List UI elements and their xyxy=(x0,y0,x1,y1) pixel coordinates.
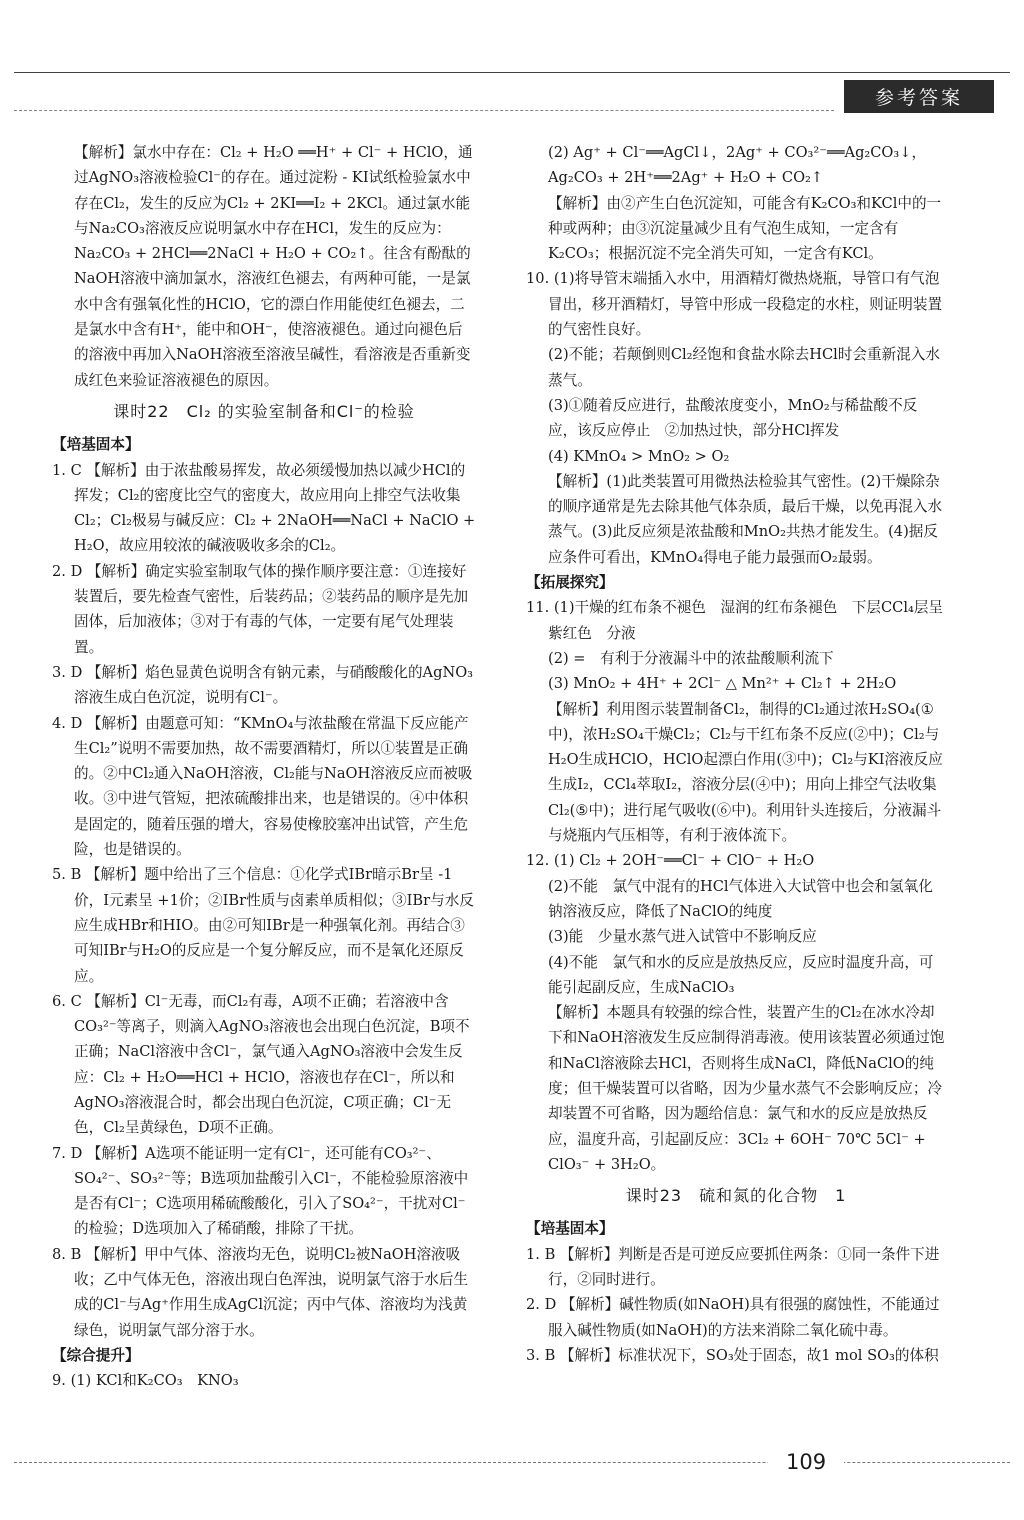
footer-rule xyxy=(14,1462,1010,1463)
answer-paragraph: 【解析】氯水中存在：Cl₂ + H₂O ══H⁺ + Cl⁻ + HClO，通过AgNO₃溶液检验Cl⁻的存在。通过淀粉 - KI试纸检验氯水中存在Cl₂，发生的反应为Cl₂ + 2KI══I₂ + 2KCl。通过氯水能与Na₂CO₃溶液反应说明氯水中存在HCl，发生的反应为：Na₂CO₃ + 2HCl══2NaCl + H₂O + CO₂↑。往含有酚酞的NaOH溶液中滴加氯水，溶液红色褪去，有两种可能，一是氯水中含有强氧化性的HClO，它的漂白作用能使红色褪去，二是氯水中含有H⁺，能中和OH⁻，使溶液褪色。通过向褪色后的溶液中再加入NaOH溶液至溶液呈碱性，看溶液是否重新变成红色来验证溶液褪色的原因。 xyxy=(74,144,473,389)
answer-paragraph: 11. (1)干燥的红布条不褪色 湿润的红布条褪色 下层CCl₄层呈紫红色 分液 xyxy=(526,599,944,642)
answer-paragraph: 【解析】由②产生白色沉淀知，可能含有K₂CO₃和KCl中的一种或两种；由③沉淀量减少且有气泡生成知，一定含有K₂CO₃；根据沉淀不完全消失可知，一定含有KCl。 xyxy=(548,194,942,263)
section-heading: 【拓展探究】 xyxy=(526,574,614,592)
answer-paragraph: (2)不能 氯气中混有的HCl气体进入大试管中也会和氢氧化钠溶液反应，降低了NaClO的纯度 xyxy=(548,877,933,920)
right-column xyxy=(526,140,946,1368)
answer-paragraph: 【解析】本题具有较强的综合性，装置产生的Cl₂在冰水冷却下和NaOH溶液发生反应制得消毒液。使用该装置必须通过饱和NaCl溶液除去HCl，否则将生成NaCl，降低NaClO的纯度；但干燥装置可以省略，因为少量水蒸气不会影响反应；冷却装置不可省略，因为题给信息：氯气和水的反应是放热反应，温度升高，引起副反应：3Cl₂ + 6OH⁻ 70℃ 5Cl⁻ + ClO₃⁻ + 3H₂O。 xyxy=(548,1004,945,1173)
left-column xyxy=(52,140,476,1394)
answer-paragraph: (3)能 少量水蒸气进入试管中不影响反应 xyxy=(548,928,817,946)
answer-paragraph: (2) = 有利于分液漏斗中的浓盐酸顺利流下 xyxy=(548,649,834,667)
section-tag: 参考答案 xyxy=(844,80,994,113)
answer-paragraph: 1. C 【解析】由于浓盐酸易挥发，故必须缓慢加热以减少HCl的挥发；Cl₂的密度比空气的密度大，故应用向上排空气法收集Cl₂；Cl₂极易与碱反应：Cl₂ + 2NaOH══NaCl + NaClO + H₂O，故应用较浓的碱液吸收多余的Cl₂。 xyxy=(52,461,476,555)
answer-paragraph: (3)①随着反应进行，盐酸浓度变小，MnO₂与稀盐酸不反应，该反应停止 ②加热过快，部分HCl挥发 xyxy=(548,396,918,440)
answer-paragraph: (3) MnO₂ + 4H⁺ + 2Cl⁻ △ Mn²⁺ + Cl₂↑ + 2H₂O xyxy=(548,675,897,693)
answer-paragraph: (4)不能 氯气和水的反应是放热反应，反应时温度升高，可能引起副反应，生成NaClO₃ xyxy=(548,953,934,996)
answer-paragraph: (4) KMnO₄ > MnO₂ > O₂ xyxy=(548,447,730,465)
answer-paragraph: 10. (1)将导管末端插入水中，用酒精灯微热烧瓶，导管口有气泡冒出，移开酒精灯，导管中形成一段稳定的水柱，则证明装置的气密性良好。 xyxy=(526,270,943,339)
answer-paragraph: 2. D 【解析】碱性物质(如NaOH)具有很强的腐蚀性，不能通过服入碱性物质(如NaOH)的方法来消除二氧化硫中毒。 xyxy=(526,1296,940,1339)
answer-paragraph: 9. (1) KCl和K₂CO₃ KNO₃ xyxy=(52,1372,239,1390)
answer-paragraph: 8. B 【解析】甲中气体、溶液均无色，说明Cl₂被NaOH溶液吸收；乙中气体无色，溶液出现白色浑浊，说明氯气溶于水后生成的Cl⁻与Ag⁺作用生成AgCl沉淀；丙中气体、溶液均为浅黄绿色，说明氯气部分溶于水。 xyxy=(52,1245,469,1339)
answer-paragraph: (2) Ag⁺ + Cl⁻══AgCl↓，2Ag⁺ + CO₃²⁻══Ag₂CO₃↓，Ag₂CO₃ + 2H⁺══2Ag⁺ + H₂O + CO₂↑ xyxy=(548,144,927,187)
answer-paragraph: 3. D 【解析】焰色显黄色说明含有钠元素，与硝酸酸化的AgNO₃溶液生成白色沉淀，说明有Cl⁻。 xyxy=(52,663,474,707)
answer-paragraph: 12. (1) Cl₂ + 2OH⁻══Cl⁻ + ClO⁻ + H₂O xyxy=(526,852,815,870)
answer-paragraph: 7. D 【解析】A选项不能证明一定有Cl⁻，还可能有CO₃²⁻、SO₄²⁻、SO₃²⁻等；B选项加盐酸引入Cl⁻，不能检验原溶液中是否有Cl⁻；C选项用稀硫酸酸化，引入了SO₄²⁻，干扰对Cl⁻的检验；D选项加入了稀硝酸，排除了干扰。 xyxy=(52,1144,469,1238)
answer-paragraph: 6. C 【解析】Cl⁻无毒，而Cl₂有毒，A项不正确；若溶液中含CO₃²⁻等离子，则滴入AgNO₃溶液也会出现白色沉淀，B项不正确；NaCl溶液中含Cl⁻，氯气通入AgNO₃溶液中会发生反应：Cl₂ + H₂O══HCl + HClO，溶液也存在Cl⁻，所以和AgNO₃溶液混合时，都会出现白色沉淀，C项正确；Cl⁻无色，Cl₂呈黄绿色，D项不正确。 xyxy=(52,992,470,1137)
page-number: 109 xyxy=(768,1450,844,1474)
answer-paragraph: 2. D 【解析】确定实验室制取气体的操作顺序要注意：①连接好装置后，要先检查气密性，后装药品；②装药品的顺序是先加固体，后加液体；③对于有毒的气体，一定要有尾气处理装置。 xyxy=(52,562,469,656)
answer-paragraph: 1. B 【解析】判断是否是可逆反应要抓住两条：①同一条件下进行，②同时进行。 xyxy=(526,1245,940,1289)
section-heading: 【综合提升】 xyxy=(52,1346,140,1364)
answer-paragraph: 5. B 【解析】题中给出了三个信息：①化学式IBr暗示Br呈 -1价，I元素呈 +1价；②IBr性质与卤素单质相似；③IBr与水反应生成HBr和HIO。由②可知IBr是一种强氧化剂。再结合③可知IBr与H₂O的反应是一个复分解反应，而不是氧化还原反应。 xyxy=(52,866,474,985)
lesson-title: 课时23 硫和氮的化合物 1 xyxy=(625,1186,847,1206)
header-dashed-rule xyxy=(14,110,834,111)
answer-paragraph: 【解析】(1)此类装置可用微热法检验其气密性。(2)干燥除杂的顺序通常是先去除其他气体杂质，最后干燥，以免再混入水蒸气。(3)此反应须是浓盐酸和MnO₂共热才能发生。(4)据反应条件可看出，KMnO₄得电子能力最强而O₂最弱。 xyxy=(548,472,943,566)
section-heading: 【培基固本】 xyxy=(526,1220,614,1238)
lesson-title: 课时22 Cl₂ 的实验室制备和Cl⁻的检验 xyxy=(113,401,415,421)
answer-paragraph: 【解析】利用图示装置制备Cl₂，制得的Cl₂通过浓H₂SO₄(①中)，浓H₂SO₄干燥Cl₂；Cl₂与干红布条不反应(②中)；Cl₂与H₂O生成HClO，HClO起漂白作用(③中)；Cl₂与KI溶液反应生成I₂，CCl₄萃取I₂，溶液分层(④中)；用向上排空气法收集Cl₂(⑤中)；进行尾气吸收(⑥中)。利用针头连接后，分液漏斗与烧瓶内气压相等，有利于液体流下。 xyxy=(548,700,943,845)
answer-paragraph: (2)不能；若颠倒则Cl₂经饱和食盐水除去HCl时会重新混入水蒸气。 xyxy=(548,346,940,389)
answer-paragraph: 4. D 【解析】由题意可知：“KMnO₄与浓盐酸在常温下反应能产生Cl₂”说明不需要加热，故不需要酒精灯，所以①装置是正确的。②中Cl₂通入NaOH溶液，Cl₂能与NaOH溶液反应而被吸收。③中进气管短，把浓硫酸排出来，也是错误的。④中体积是固定的，随着压强的增大，容易使橡胶塞冲出试管，产生危险，也是错误的。 xyxy=(52,714,473,859)
header-rule xyxy=(14,72,1010,73)
section-heading: 【培基固本】 xyxy=(52,436,140,454)
answer-paragraph: 3. B 【解析】标准状况下，SO₃处于固态，故1 mol SO₃的体积 xyxy=(526,1346,939,1364)
